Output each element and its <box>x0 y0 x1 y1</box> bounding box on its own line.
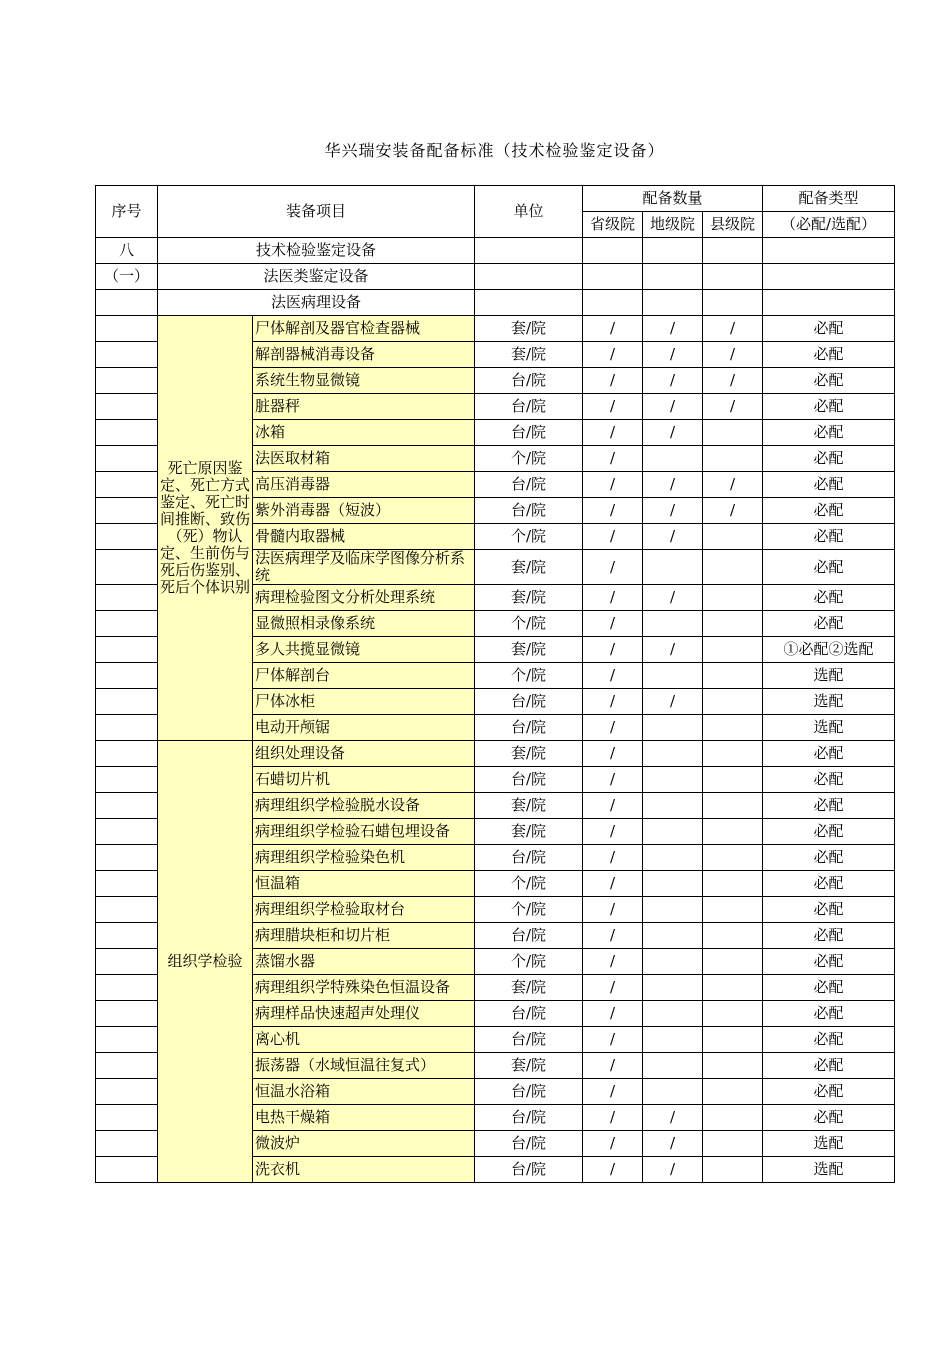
empty-cell <box>703 290 763 316</box>
qty-province: / <box>583 663 643 689</box>
item-unit: 台/院 <box>475 1079 583 1105</box>
item-name: 病理组织学特殊染色恒温设备 <box>253 975 475 1001</box>
section-row <box>96 264 895 290</box>
item-unit: 套/院 <box>475 585 583 611</box>
item-type: 选配 <box>763 663 895 689</box>
row-seq <box>96 1157 158 1183</box>
item-name: 尸体解剖台 <box>253 663 475 689</box>
qty-county <box>703 1105 763 1131</box>
qty-province: / <box>583 342 643 368</box>
item-name: 系统生物显微镜 <box>253 368 475 394</box>
section-row <box>96 290 895 316</box>
qty-county <box>703 845 763 871</box>
empty-cell <box>643 264 703 290</box>
qty-county <box>703 611 763 637</box>
qty-county <box>703 1001 763 1027</box>
qty-city: / <box>643 394 703 420</box>
qty-county: / <box>703 394 763 420</box>
group-name: 组织学检验 <box>158 741 253 1183</box>
equipment-table <box>95 185 895 1183</box>
row-seq <box>96 793 158 819</box>
item-name: 病理组织学检验染色机 <box>253 845 475 871</box>
qty-province: / <box>583 498 643 524</box>
item-name: 病理组织学检验取材台 <box>253 897 475 923</box>
qty-province: / <box>583 368 643 394</box>
item-type: 必配 <box>763 498 895 524</box>
item-unit: 个/院 <box>475 871 583 897</box>
item-type: 必配 <box>763 793 895 819</box>
item-type: 必配 <box>763 819 895 845</box>
qty-city <box>643 1053 703 1079</box>
qty-province: / <box>583 446 643 472</box>
empty-cell <box>475 238 583 264</box>
qty-province: / <box>583 1001 643 1027</box>
item-type: 选配 <box>763 689 895 715</box>
item-name: 电热干燥箱 <box>253 1105 475 1131</box>
row-seq <box>96 472 158 498</box>
item-unit: 套/院 <box>475 975 583 1001</box>
empty-cell <box>643 290 703 316</box>
qty-city <box>643 949 703 975</box>
item-unit: 台/院 <box>475 1157 583 1183</box>
qty-province: / <box>583 897 643 923</box>
item-unit: 个/院 <box>475 524 583 550</box>
qty-province: / <box>583 715 643 741</box>
qty-province: / <box>583 1079 643 1105</box>
row-seq <box>96 923 158 949</box>
section-name: 法医病理设备 <box>158 290 475 316</box>
item-name: 紫外消毒器（短波） <box>253 498 475 524</box>
item-name: 冰箱 <box>253 420 475 446</box>
qty-city: / <box>643 342 703 368</box>
item-type: ①必配②选配 <box>763 637 895 663</box>
item-name: 多人共揽显微镜 <box>253 637 475 663</box>
row-seq <box>96 767 158 793</box>
qty-province: / <box>583 637 643 663</box>
qty-city <box>643 446 703 472</box>
item-unit: 台/院 <box>475 1001 583 1027</box>
qty-city <box>643 1001 703 1027</box>
item-name: 电动开颅锯 <box>253 715 475 741</box>
qty-county <box>703 767 763 793</box>
header-unit: 单位 <box>475 186 583 238</box>
section-seq: 八 <box>96 238 158 264</box>
section-name: 法医类鉴定设备 <box>158 264 475 290</box>
qty-county <box>703 871 763 897</box>
item-unit: 台/院 <box>475 472 583 498</box>
section-name: 技术检验鉴定设备 <box>158 238 475 264</box>
item-type: 必配 <box>763 871 895 897</box>
empty-cell <box>583 238 643 264</box>
section-seq <box>96 290 158 316</box>
item-name: 解剖器械消毒设备 <box>253 342 475 368</box>
header-qty-group: 配备数量 <box>583 186 763 212</box>
qty-province: / <box>583 689 643 715</box>
qty-county <box>703 1131 763 1157</box>
item-type: 选配 <box>763 1131 895 1157</box>
qty-county <box>703 741 763 767</box>
qty-city <box>643 897 703 923</box>
qty-county <box>703 524 763 550</box>
row-seq <box>96 585 158 611</box>
qty-province: / <box>583 420 643 446</box>
qty-county <box>703 420 763 446</box>
item-unit: 套/院 <box>475 741 583 767</box>
qty-city <box>643 663 703 689</box>
item-name: 洗衣机 <box>253 1157 475 1183</box>
qty-county <box>703 1079 763 1105</box>
item-type: 选配 <box>763 1157 895 1183</box>
qty-city: / <box>643 498 703 524</box>
item-type: 必配 <box>763 585 895 611</box>
empty-cell <box>763 238 895 264</box>
row-seq <box>96 368 158 394</box>
qty-county: / <box>703 342 763 368</box>
row-seq <box>96 342 158 368</box>
item-type: 必配 <box>763 611 895 637</box>
item-unit: 台/院 <box>475 1027 583 1053</box>
row-seq <box>96 715 158 741</box>
item-type: 必配 <box>763 949 895 975</box>
qty-county <box>703 689 763 715</box>
qty-city <box>643 871 703 897</box>
item-unit: 个/院 <box>475 949 583 975</box>
row-seq <box>96 446 158 472</box>
item-type: 必配 <box>763 767 895 793</box>
item-type: 必配 <box>763 1001 895 1027</box>
item-unit: 套/院 <box>475 550 583 585</box>
item-type: 必配 <box>763 923 895 949</box>
item-type: 选配 <box>763 715 895 741</box>
header-type-group: 配备类型 <box>763 186 895 212</box>
qty-county: / <box>703 368 763 394</box>
section-row <box>96 238 895 264</box>
item-name: 病理组织学检验石蜡包埋设备 <box>253 819 475 845</box>
qty-county <box>703 923 763 949</box>
header-seq: 序号 <box>96 186 158 238</box>
row-seq <box>96 637 158 663</box>
qty-city <box>643 741 703 767</box>
item-type: 必配 <box>763 741 895 767</box>
item-unit: 台/院 <box>475 498 583 524</box>
item-unit: 台/院 <box>475 845 583 871</box>
qty-city: / <box>643 1157 703 1183</box>
item-type: 必配 <box>763 342 895 368</box>
qty-county <box>703 585 763 611</box>
row-seq <box>96 975 158 1001</box>
empty-cell <box>475 264 583 290</box>
qty-province: / <box>583 819 643 845</box>
header-county: 县级院 <box>703 212 763 238</box>
row-seq <box>96 1105 158 1131</box>
item-type: 必配 <box>763 524 895 550</box>
item-unit: 个/院 <box>475 663 583 689</box>
qty-county <box>703 446 763 472</box>
qty-city <box>643 1079 703 1105</box>
item-type: 必配 <box>763 845 895 871</box>
qty-city <box>643 715 703 741</box>
qty-city: / <box>643 585 703 611</box>
row-seq <box>96 741 158 767</box>
header-province: 省级院 <box>583 212 643 238</box>
row-seq <box>96 871 158 897</box>
item-unit: 台/院 <box>475 420 583 446</box>
qty-province: / <box>583 1053 643 1079</box>
row-seq <box>96 845 158 871</box>
row-seq <box>96 316 158 342</box>
header-item: 装备项目 <box>158 186 475 238</box>
qty-city <box>643 550 703 585</box>
qty-city <box>643 845 703 871</box>
qty-province: / <box>583 1131 643 1157</box>
qty-province: / <box>583 394 643 420</box>
row-seq <box>96 689 158 715</box>
qty-city <box>643 923 703 949</box>
qty-province: / <box>583 524 643 550</box>
qty-county <box>703 949 763 975</box>
item-type: 必配 <box>763 1079 895 1105</box>
row-seq <box>96 611 158 637</box>
item-unit: 台/院 <box>475 1105 583 1131</box>
item-type: 必配 <box>763 316 895 342</box>
item-name: 法医取材箱 <box>253 446 475 472</box>
item-unit: 套/院 <box>475 637 583 663</box>
row-seq <box>96 663 158 689</box>
item-name: 骨髓内取器械 <box>253 524 475 550</box>
empty-cell <box>703 238 763 264</box>
qty-county <box>703 819 763 845</box>
item-unit: 套/院 <box>475 342 583 368</box>
item-unit: 台/院 <box>475 767 583 793</box>
item-name: 恒温箱 <box>253 871 475 897</box>
item-type: 必配 <box>763 394 895 420</box>
qty-county <box>703 1053 763 1079</box>
item-name: 组织处理设备 <box>253 741 475 767</box>
row-seq <box>96 524 158 550</box>
qty-city: / <box>643 420 703 446</box>
item-unit: 台/院 <box>475 368 583 394</box>
row-seq <box>96 1053 158 1079</box>
qty-city <box>643 611 703 637</box>
qty-county <box>703 637 763 663</box>
item-name: 法医病理学及临床学图像分析系统 <box>253 550 475 585</box>
qty-county <box>703 975 763 1001</box>
qty-province: / <box>583 741 643 767</box>
row-seq <box>96 394 158 420</box>
item-type: 必配 <box>763 472 895 498</box>
qty-county: / <box>703 472 763 498</box>
document-title: 华兴瑞安装备配备标准（技术检验鉴定设备） <box>324 141 665 160</box>
item-unit: 台/院 <box>475 394 583 420</box>
qty-province: / <box>583 585 643 611</box>
qty-county <box>703 1157 763 1183</box>
item-unit: 套/院 <box>475 1053 583 1079</box>
qty-city <box>643 819 703 845</box>
item-type: 必配 <box>763 1105 895 1131</box>
qty-province: / <box>583 1105 643 1131</box>
qty-county: / <box>703 498 763 524</box>
item-unit: 个/院 <box>475 611 583 637</box>
item-name: 离心机 <box>253 1027 475 1053</box>
table-row <box>96 316 895 342</box>
item-name: 蒸馏水器 <box>253 949 475 975</box>
qty-province: / <box>583 845 643 871</box>
empty-cell <box>643 238 703 264</box>
item-type: 必配 <box>763 1053 895 1079</box>
item-unit: 套/院 <box>475 793 583 819</box>
qty-city <box>643 767 703 793</box>
item-unit: 台/院 <box>475 715 583 741</box>
qty-province: / <box>583 1157 643 1183</box>
qty-city: / <box>643 524 703 550</box>
qty-province: / <box>583 923 643 949</box>
item-unit: 台/院 <box>475 1131 583 1157</box>
item-name: 病理检验图文分析处理系统 <box>253 585 475 611</box>
qty-city: / <box>643 472 703 498</box>
empty-cell <box>703 264 763 290</box>
qty-province: / <box>583 550 643 585</box>
empty-cell <box>763 290 895 316</box>
qty-province: / <box>583 1027 643 1053</box>
item-name: 病理腊块柜和切片柜 <box>253 923 475 949</box>
row-seq <box>96 498 158 524</box>
qty-county <box>703 793 763 819</box>
item-name: 病理样品快速超声处理仪 <box>253 1001 475 1027</box>
qty-city: / <box>643 689 703 715</box>
item-type: 必配 <box>763 420 895 446</box>
header-type-sub: （必配/选配） <box>763 212 895 238</box>
section-seq: （一） <box>96 264 158 290</box>
item-name: 显微照相录像系统 <box>253 611 475 637</box>
item-type: 必配 <box>763 975 895 1001</box>
qty-city <box>643 975 703 1001</box>
qty-county <box>703 550 763 585</box>
qty-county: / <box>703 316 763 342</box>
item-name: 尸体冰柜 <box>253 689 475 715</box>
qty-province: / <box>583 793 643 819</box>
row-seq <box>96 897 158 923</box>
item-type: 必配 <box>763 550 895 585</box>
item-unit: 台/院 <box>475 689 583 715</box>
qty-county <box>703 897 763 923</box>
qty-city <box>643 1027 703 1053</box>
empty-cell <box>763 264 895 290</box>
item-name: 恒温水浴箱 <box>253 1079 475 1105</box>
row-seq <box>96 1001 158 1027</box>
qty-city: / <box>643 368 703 394</box>
qty-county <box>703 715 763 741</box>
item-type: 必配 <box>763 446 895 472</box>
empty-cell <box>583 264 643 290</box>
empty-cell <box>475 290 583 316</box>
qty-county <box>703 1027 763 1053</box>
item-unit: 套/院 <box>475 819 583 845</box>
item-unit: 个/院 <box>475 897 583 923</box>
qty-province: / <box>583 975 643 1001</box>
item-unit: 台/院 <box>475 923 583 949</box>
header-row-1 <box>96 186 895 212</box>
item-name: 振荡器（水域恒温往复式） <box>253 1053 475 1079</box>
item-name: 病理组织学检验脱水设备 <box>253 793 475 819</box>
qty-city: / <box>643 1131 703 1157</box>
qty-province: / <box>583 767 643 793</box>
item-name: 尸体解剖及器官检查器械 <box>253 316 475 342</box>
item-name: 高压消毒器 <box>253 472 475 498</box>
item-name: 石蜡切片机 <box>253 767 475 793</box>
row-seq <box>96 420 158 446</box>
item-name: 微波炉 <box>253 1131 475 1157</box>
item-type: 必配 <box>763 1027 895 1053</box>
row-seq <box>96 1131 158 1157</box>
table-row <box>96 741 895 767</box>
item-name: 脏器秤 <box>253 394 475 420</box>
qty-province: / <box>583 316 643 342</box>
row-seq <box>96 550 158 585</box>
qty-county <box>703 663 763 689</box>
qty-city <box>643 793 703 819</box>
qty-province: / <box>583 611 643 637</box>
item-unit: 个/院 <box>475 446 583 472</box>
qty-city: / <box>643 637 703 663</box>
empty-cell <box>583 290 643 316</box>
item-type: 必配 <box>763 897 895 923</box>
qty-province: / <box>583 871 643 897</box>
row-seq <box>96 1079 158 1105</box>
qty-province: / <box>583 472 643 498</box>
item-type: 必配 <box>763 368 895 394</box>
item-unit: 套/院 <box>475 316 583 342</box>
qty-city: / <box>643 316 703 342</box>
qty-province: / <box>583 949 643 975</box>
row-seq <box>96 1027 158 1053</box>
row-seq <box>96 819 158 845</box>
qty-city: / <box>643 1105 703 1131</box>
header-city: 地级院 <box>643 212 703 238</box>
group-name: 死亡原因鉴定、死亡方式鉴定、死亡时间推断、致伤（死）物认定、生前伤与死后伤鉴别、死后个体识别 <box>158 316 253 741</box>
row-seq <box>96 949 158 975</box>
